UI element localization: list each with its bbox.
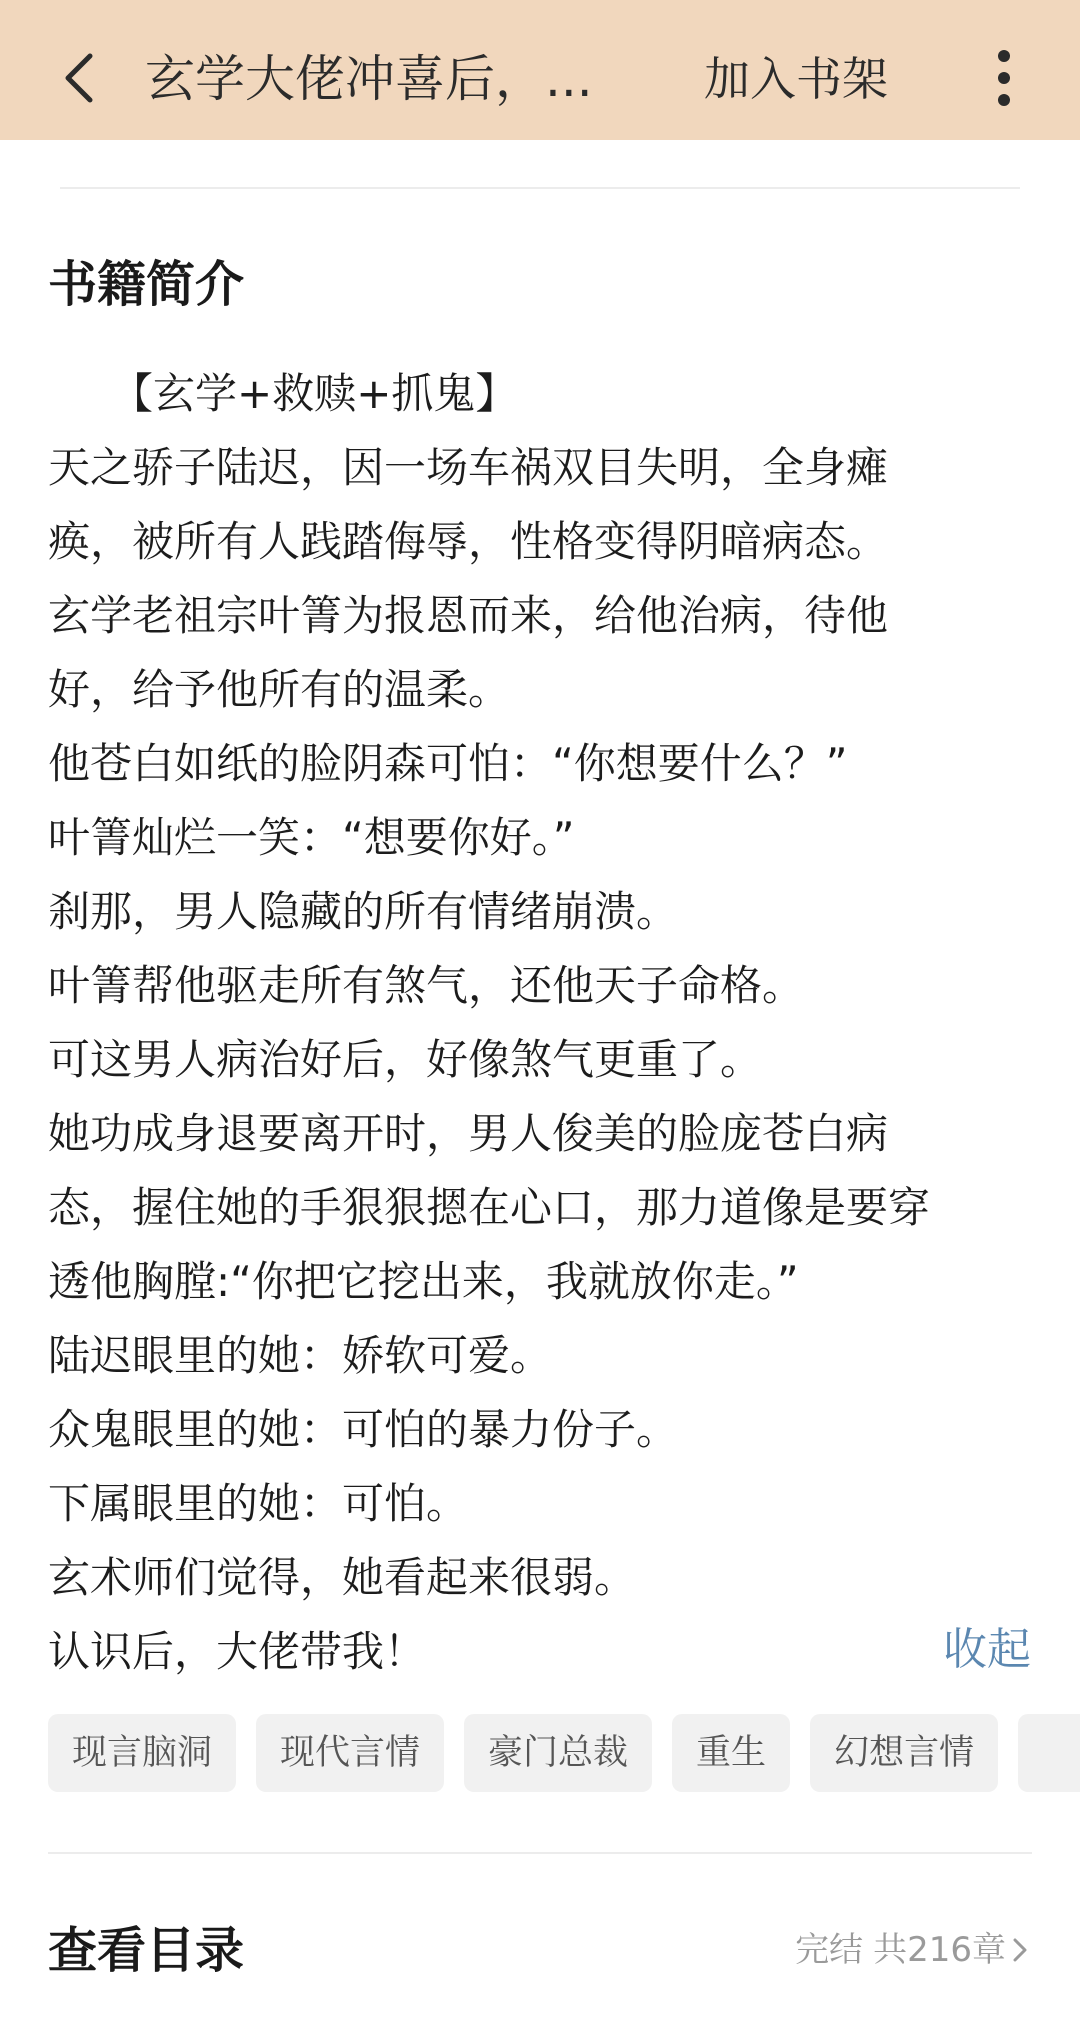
synopsis-line: 天之骄子陆迟，因一场车祸双目失明，全身瘫 (48, 443, 889, 492)
tag-chip[interactable]: 豪门总裁 (464, 1714, 652, 1792)
synopsis-line: 可这男人病治好后，好像煞气更重了。 (48, 1035, 763, 1084)
tag-chip[interactable]: 重生 (672, 1714, 790, 1792)
tag-chip[interactable]: 现言脑洞 (48, 1714, 236, 1792)
completion-status: 完结 (795, 1930, 864, 1970)
synopsis-line: 刹那，男人隐藏的所有情绪崩溃。 (48, 887, 679, 936)
synopsis-text (48, 357, 1038, 1689)
top-bar (0, 0, 1080, 140)
chevron-right-icon (1012, 1936, 1028, 1964)
tag-chip[interactable] (1018, 1714, 1080, 1792)
synopsis-line: 玄学老祖宗叶箐为报恩而来，给他治病，待他 (48, 591, 889, 640)
synopsis-line: 陆迟眼里的她：娇软可爱。 (48, 1331, 553, 1380)
catalog-meta[interactable] (795, 1920, 1028, 1980)
intro-heading: 书籍简介 (48, 256, 245, 313)
back-button[interactable] (38, 38, 118, 118)
synopsis-line: 认识后，大佬带我！ (48, 1627, 427, 1676)
tag-chip[interactable]: 幻想言情 (810, 1714, 998, 1792)
tag-list (48, 1714, 1080, 1792)
synopsis-line: 玄术师们觉得，她看起来很弱。 (48, 1553, 637, 1602)
tag-chip[interactable]: 现代言情 (256, 1714, 444, 1792)
synopsis-line: 叶箐灿烂一笑：“想要你好。” (48, 813, 575, 862)
book-title: 玄学大佬冲喜后，... (145, 50, 593, 108)
synopsis-line: 好，给予他所有的温柔。 (48, 665, 511, 714)
more-button[interactable] (984, 40, 1024, 116)
chapter-count: 共216章 (873, 1930, 1006, 1970)
synopsis-line: 众鬼眼里的她：可怕的暴力份子。 (48, 1405, 679, 1454)
synopsis-line: 他苍白如纸的脸阴森可怕：“你想要什么？” (48, 739, 848, 788)
more-vertical-icon (996, 48, 1012, 108)
divider (48, 1852, 1032, 1854)
synopsis-line: 她功成身退要离开时，男人俊美的脸庞苍白病 (48, 1109, 889, 1158)
catalog-heading[interactable]: 查看目录 (48, 1922, 245, 1979)
divider (60, 187, 1020, 189)
collapse-button[interactable]: 收起 (943, 1624, 1031, 1675)
synopsis-line: 透他胸膛:“你把它挖出来，我就放你走。” (48, 1257, 799, 1306)
synopsis-line: 叶箐帮他驱走所有煞气，还他天子命格。 (48, 961, 805, 1010)
synopsis-line: 痪，被所有人践踏侮辱，性格变得阴暗病态。 (48, 517, 889, 566)
synopsis-line: 【玄学+救赎+抓鬼】 (48, 369, 518, 418)
chevron-left-icon (58, 50, 98, 106)
synopsis-line: 下属眼里的她：可怕。 (48, 1479, 469, 1528)
add-to-shelf-button[interactable]: 加入书架 (704, 52, 888, 106)
synopsis-line: 态，握住她的手狠狠摁在心口，那力道像是要穿 (48, 1183, 931, 1232)
